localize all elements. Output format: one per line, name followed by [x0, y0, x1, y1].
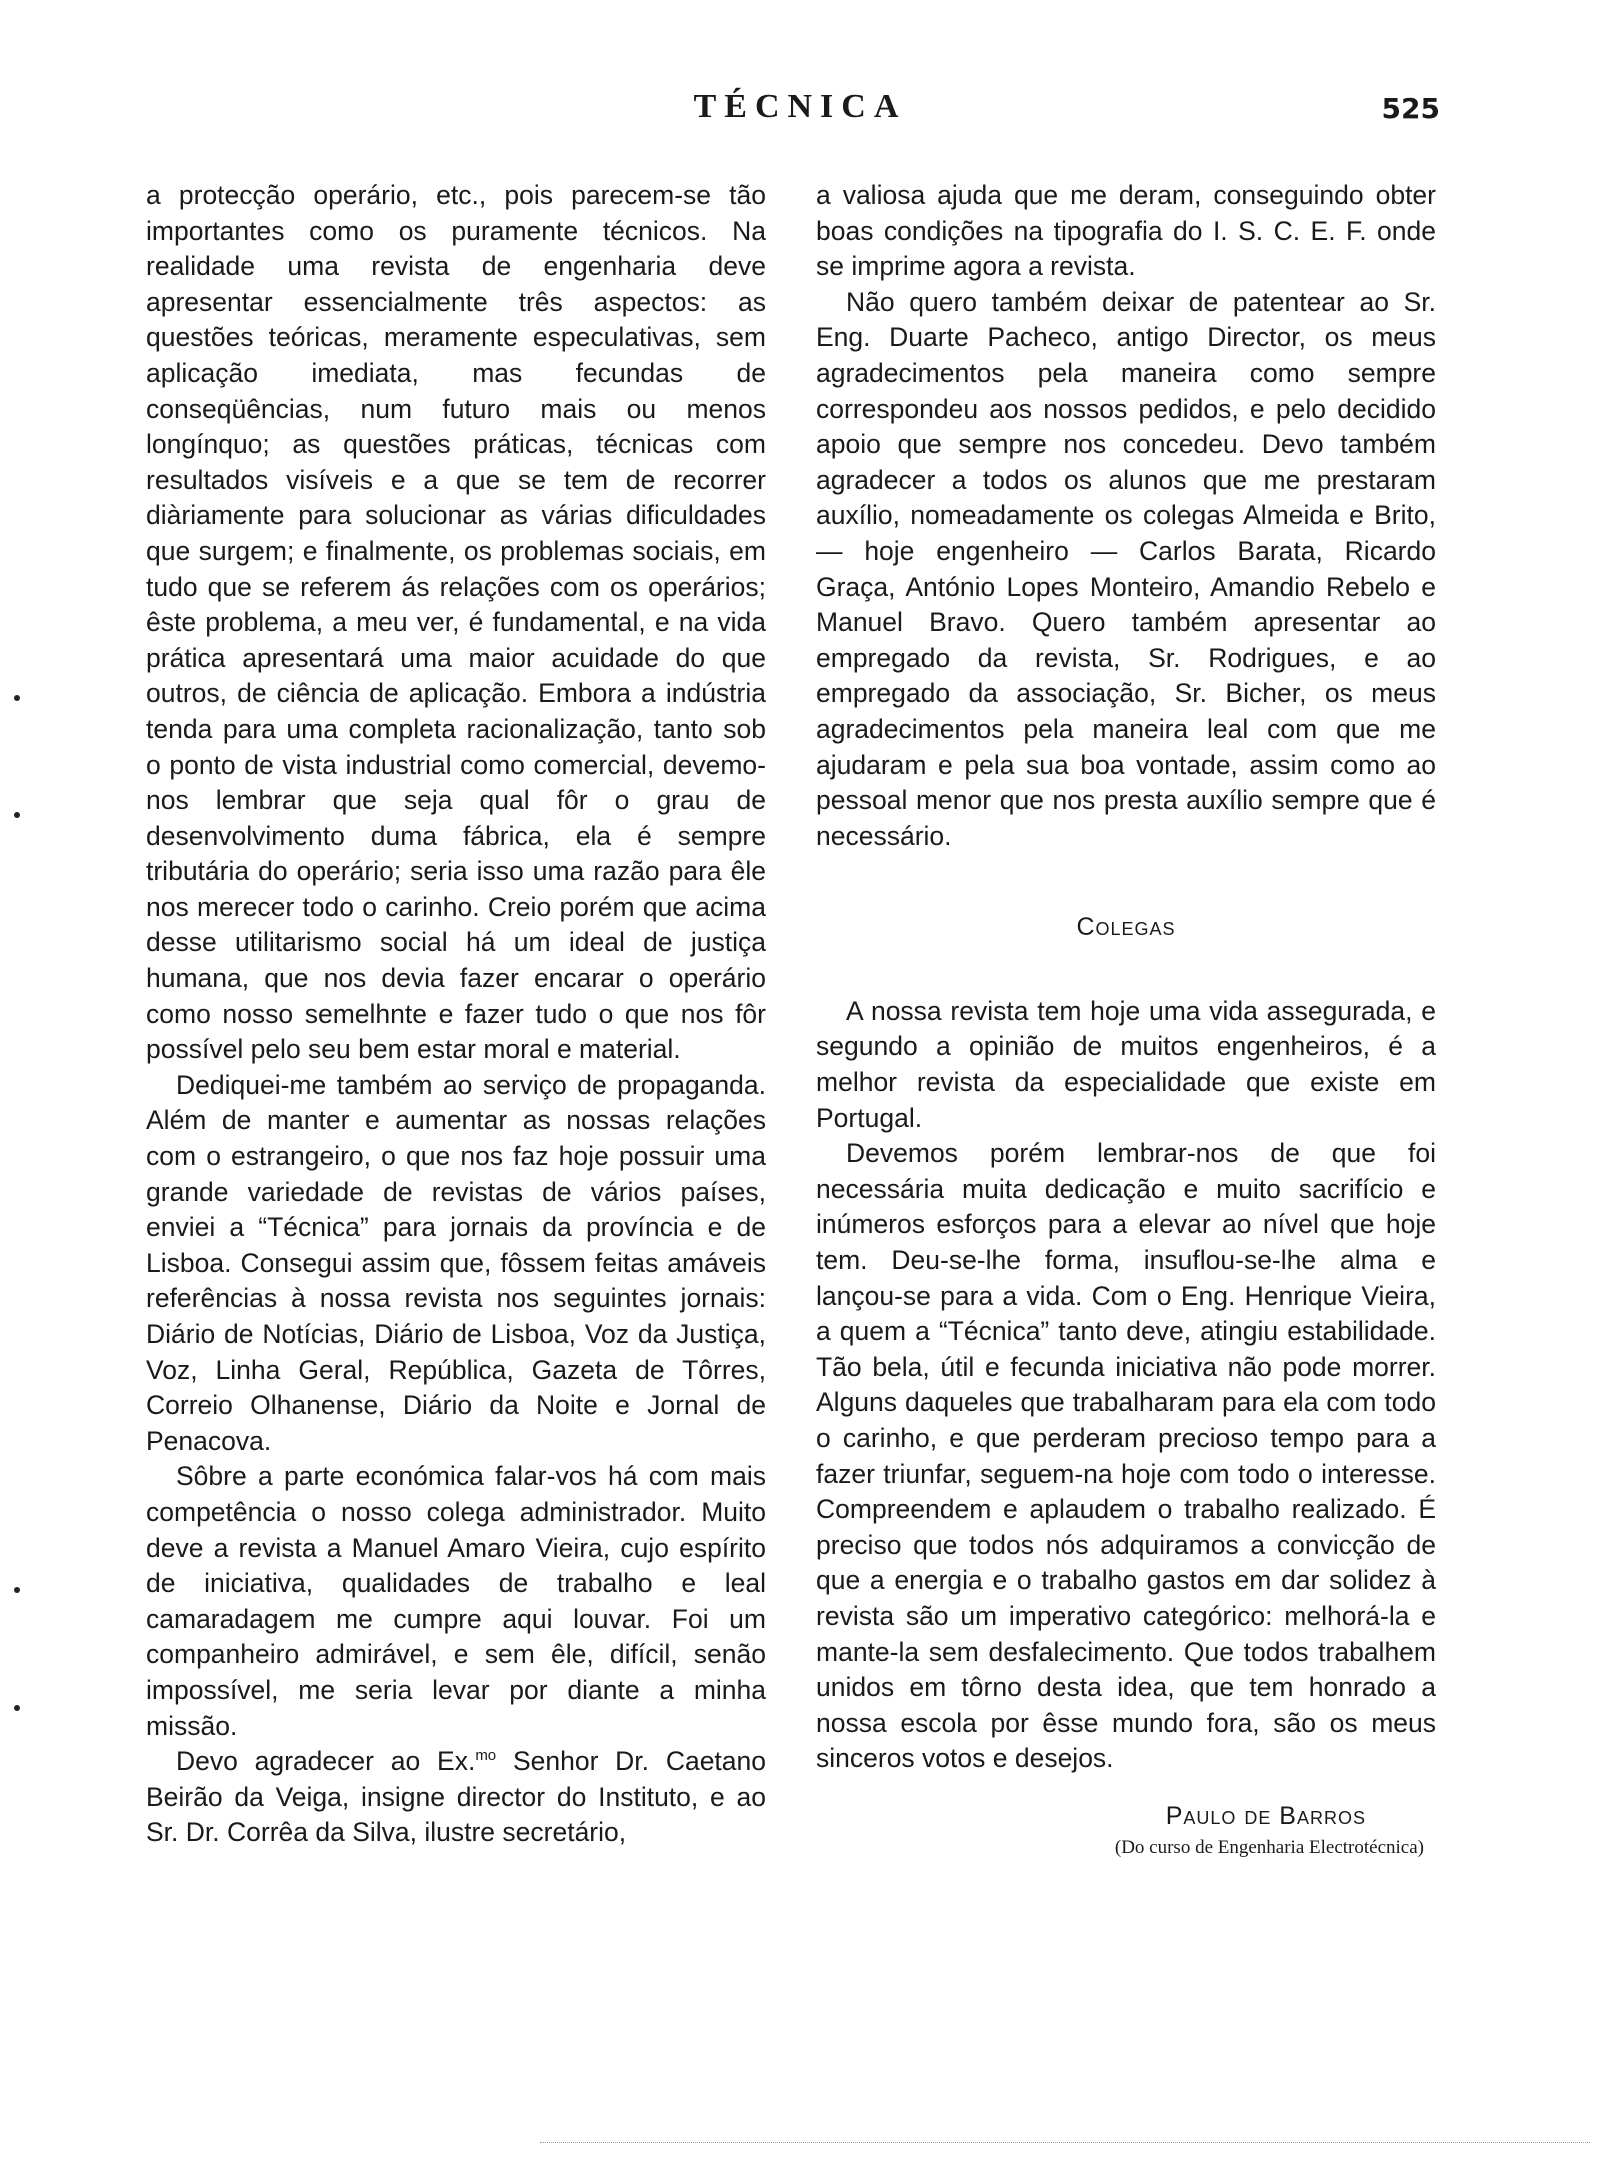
- paragraph: [146, 1744, 766, 1851]
- paragraph: A nossa revista tem hoje uma vida assegurada, e segundo a opinião de muitos engenheiros, é a melhor revista da especialidade que existe em Portugal.: [816, 995, 1436, 1133]
- paragraph-text: Senhor Dr. Caetano Beirão da Veiga, insigne director do Instituto, e ao Sr. Dr. Corrêa da Silva, ilustre secretário,: [146, 1746, 767, 1848]
- section-heading: Colegas: [1076, 913, 1176, 942]
- author-signature: Paulo de Barros: [1165, 1801, 1366, 1830]
- superscript: mo: [475, 1747, 497, 1765]
- page-edge-rule: [540, 2142, 1590, 2143]
- paragraph: Não quero também deixar de patentear ao Sr. Eng. Duarte Pacheco, antigo Director, os meus agradecimentos pela maneira como sempre correspondeu aos nossos pedidos, e pelo decidido apoio que sempre nos concedeu. Devo também agradecer a todos os alunos que me prestaram auxílio, nomeadamente os colegas Almeida e Brito, — hoje engenheiro — Carlos Barata, Ricardo Graça, António Lopes Monteiro, Amandio Rebelo e Manuel Bravo. Quero também apresentar ao empregado da revista, Sr. Rodrigues, e ao empregado da associação, Sr. Bicher, os meus agradecimentos pela maneira leal com que me ajudaram e pela sua boa vontade, assim como ao pessoal menor que nos presta auxílio sempre que é necessário.: [816, 286, 1436, 851]
- margin-mark: [14, 695, 20, 701]
- page-number: 525: [1381, 92, 1440, 125]
- paragraph: Sôbre a parte económica falar-vos há com mais competência o nosso colega administrador. Muito deve a revista a Manuel Amaro Vieira, cujo espírito de iniciativa, qualidades de trabalho e leal camaradagem me cumpre aqui louvar. Foi um companheiro admirável, e sem êle, difícil, senão impossível, me seria levar por diante a minha missão.: [146, 1461, 766, 1741]
- paragraph: Dediquei-me também ao serviço de propaganda. Além de manter e aumentar as nossas relações com o estrangeiro, o que nos faz hoje possuir uma grande variedade de revistas de vários países, enviei a “Técnica” para jornais da província e de Lisboa. Consegui assim que, fôssem feitas amáveis referências à nossa revista nos seguintes jornais: Diário de Notícias, Diário de Lisboa, Voz da Justiça, Voz, Linha Geral, República, Gazeta de Tôrres, Correio Olhanense, Diário da Noite e Jornal de Penacova.: [146, 1069, 766, 1456]
- margin-mark: [14, 812, 20, 818]
- left-column: [146, 178, 766, 1851]
- author-affiliation: (Do curso de Engenharia Electrotécnica): [1114, 1836, 1424, 1858]
- margin-mark: [14, 1587, 20, 1593]
- running-header-title: TÉCNICA: [693, 88, 907, 125]
- paragraph: Devemos porém lembrar-nos de que foi necessária muita dedicação e muito sacrifício e inúmeros esforços para a elevar ao nível que hoje tem. Deu-se-lhe forma, insuflou-se-lhe alma e lançou-se para a vida. Com o Eng. Henrique Vieira, a quem a “Técnica” tanto deve, atingiu estabilidade. Tão bela, útil e fecunda iniciativa não pode morrer. Alguns daqueles que trabalharam para ela com todo o carinho, e que perderam precioso tempo para a fazer triunfar, seguem-na hoje com todo o interesse. Compreendem e aplaudem o trabalho realizado. É preciso que todos nós adquiramos a convicção de que a energia e o trabalho gastos em dar solidez à revista são um imperativo categórico: melhorá-la e mante-la sem desfalecimento. Que todos trabalhem unidos em tôrno desta idea, que tem honrado a nossa escola por êsse mundo fora, são os meus sinceros votos e desejos.: [816, 1138, 1436, 1774]
- paragraph-text: Devo agradecer ao Ex.: [176, 1746, 476, 1777]
- paragraph: a protecção operário, etc., pois parecem-se tão importantes como os puramente técnicos. Na realidade uma revista de engenharia deve apresentar essencialmente três aspectos: as questões teóricas, meramente especulativas, sem aplicação imediata, mas fecundas de conseqüências, num futuro mais ou menos longínquo; as questões práticas, técnicas com resultados visíveis e a que se tem de recorrer diàriamente para solucionar as várias dificuldades que surgem; e finalmente, os problemas sociais, em tudo que se referem ás relações com os operários; êste problema, a meu ver, é fundamental, e na vida prática apresentará uma maior acuidade do que outros, de ciência de aplicação. Embora a indústria tenda para uma completa racionalização, tanto sob o ponto de vista industrial como comercial, devemo-nos lembrar que seja qual fôr o grau de desenvolvimento duma fábrica, ela é sempre tributária do operário; seria isso uma razão para êle nos merecer todo o carinho. Creio porém que acima desse utilitarismo social há um ideal de justiça humana, que nos devia fazer encarar o operário como nosso semelhnte e fazer tudo o que nos fôr possível pelo seu bem estar moral e material.: [146, 180, 766, 1065]
- right-column: [816, 178, 1436, 1861]
- paragraph: a valiosa ajuda que me deram, conseguindo obter boas condições na tipografia do I. S. C. E. F. onde se imprime agora a revista.: [816, 180, 1436, 282]
- margin-mark: [14, 1705, 20, 1711]
